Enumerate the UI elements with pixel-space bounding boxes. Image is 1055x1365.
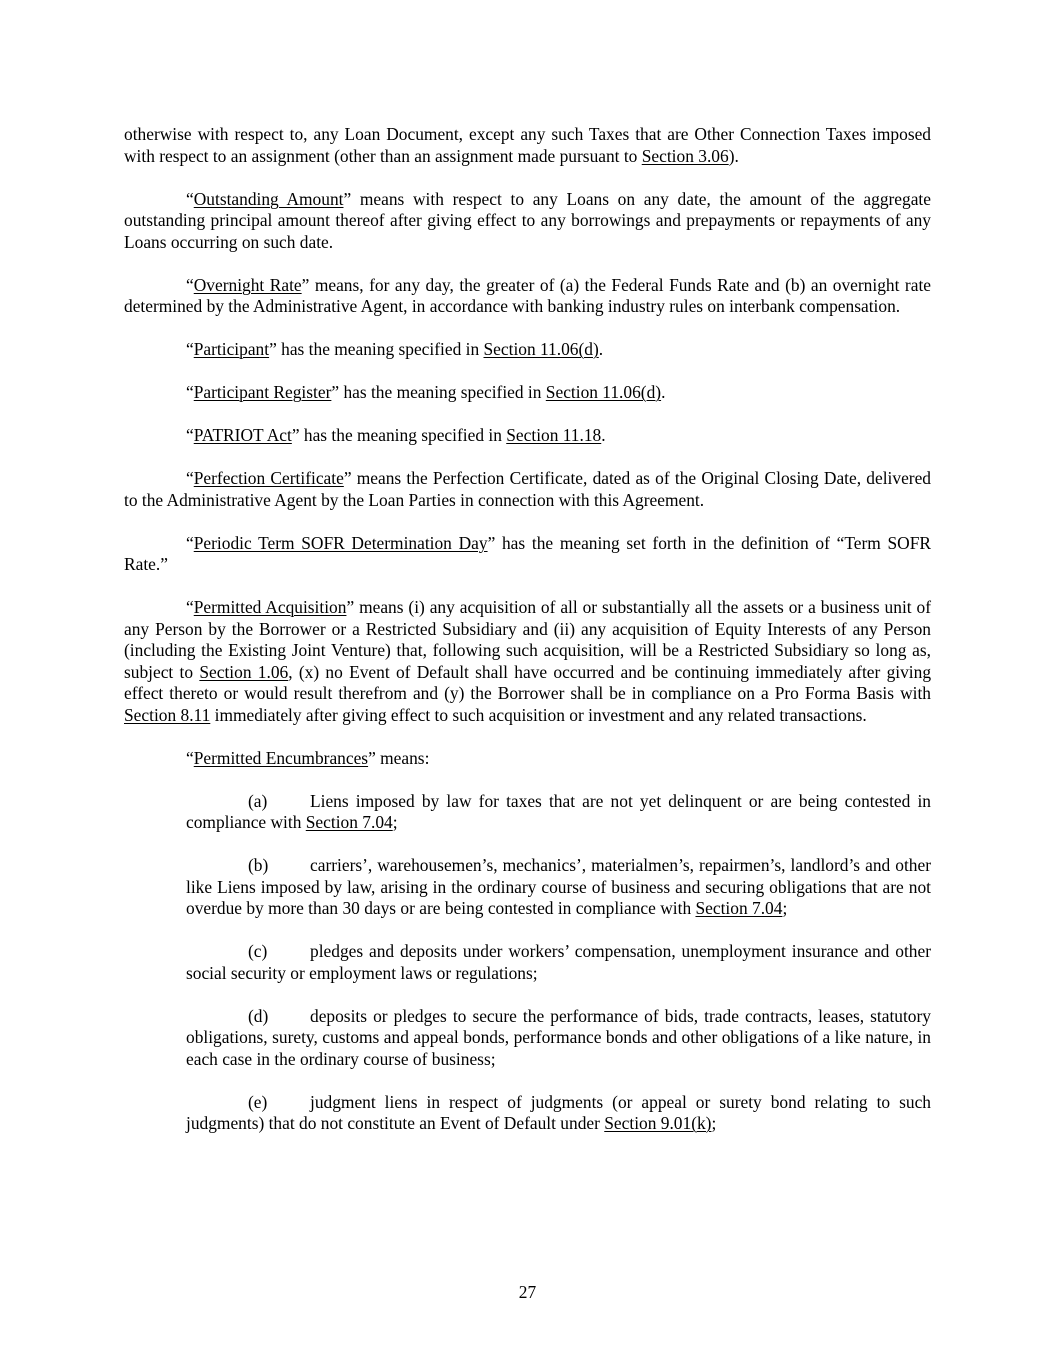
text: . xyxy=(661,382,666,402)
definition-text: ” means the Perfection Certificate, dated as of the Original Closing Date, delivered to the Administrative Agent by the Loan Parties in connection with this Agreement. xyxy=(124,468,931,510)
definition-text: ” has the meaning specified in xyxy=(331,382,546,402)
defined-term: PATRIOT Act xyxy=(193,425,292,445)
definition-text: ” means, for any day, the greater of (a) the Federal Funds Rate and (b) an overnight rate determined by the Administrative Agent, in accordance with banking industry rules on interbank compensation. xyxy=(124,274,931,316)
section-reference-link[interactable]: Section 8.11 xyxy=(124,704,211,725)
open-quote: “ xyxy=(186,382,194,402)
clause-text: pledges and deposits under workers’ compensation, unemployment insurance and other social security or employment laws or regulations; xyxy=(186,941,931,983)
definition-text: ” has the meaning specified in xyxy=(269,339,484,359)
clause-text: Liens imposed by law for taxes that are not yet delinquent or are being contested in compliance with xyxy=(186,790,931,832)
text: ). xyxy=(728,145,739,166)
definition-overnight-rate xyxy=(124,275,931,318)
definition-text: , (x) no Event of Default shall have occurred and be continuing immediately after giving effect thereto or would result therefrom and (y) the Borrower shall be in compliance on a Pro Forma Basis with xyxy=(124,661,932,703)
clause-label: (e) xyxy=(248,1091,268,1112)
text: . xyxy=(601,425,606,445)
open-quote: “ xyxy=(186,532,194,553)
open-quote: “ xyxy=(186,339,194,359)
section-reference-link[interactable]: Section 11.06(d) xyxy=(545,382,662,402)
section-reference-link[interactable]: Section 11.18 xyxy=(506,425,602,445)
definition-text: ” means (i) any acquisition of all or substantially all the assets or a business unit of any Person by the Borrower or a Restricted Subsidiary and (ii) any acquisition of Equity Interests of any Person (including the Existing Joint Venture) that, following such acquisition, will be a Restricted Subsidiary so long as, subject to xyxy=(124,597,931,682)
open-quote: “ xyxy=(186,468,194,488)
definition-perfection-certificate xyxy=(124,468,931,511)
text: ; xyxy=(711,1113,717,1133)
section-reference-link[interactable]: Section 3.06 xyxy=(641,145,729,166)
definition-text: ” has the meaning specified in xyxy=(291,425,507,445)
clause-text: carriers’, warehousemen’s, mechanics’, materialmen’s, repairmen’s, landlord’s and other like Liens imposed by law, arising in the ordinary course of business and securing obligations that are not overdue by more than 30 days or are being contested in compliance with xyxy=(186,855,931,918)
open-quote: “ xyxy=(186,425,194,445)
section-reference-link[interactable]: Section 1.06 xyxy=(199,661,289,682)
text: ; xyxy=(782,898,788,918)
definition-participant xyxy=(124,339,931,361)
clause-label: (d) xyxy=(248,1005,269,1026)
clause-label: (b) xyxy=(248,855,269,875)
text: . xyxy=(598,339,604,359)
defined-term: Permitted Acquisition xyxy=(193,597,347,617)
definition-permitted-acquisition xyxy=(124,597,931,726)
defined-term: Periodic Term SOFR Determination Day xyxy=(193,532,488,553)
definition-periodic-term-sofr-determination-day xyxy=(124,533,931,576)
defined-term: Outstanding Amount xyxy=(193,188,344,209)
definition-outstanding-amount xyxy=(124,189,931,254)
clause-text: judgment liens in respect of judgments (or appeal or surety bond relating to such judgments) that do not constitute an Event of Default under xyxy=(186,1091,931,1133)
clause-c xyxy=(186,941,931,984)
clause-d xyxy=(186,1006,931,1071)
open-quote: “ xyxy=(186,597,194,617)
defined-term: Permitted Encumbrances xyxy=(193,747,369,768)
definition-text: immediately after giving effect to such acquisition or investment and any related transactions. xyxy=(210,704,867,725)
definition-text: ” has the meaning set forth in the definition of “Term SOFR Rate.” xyxy=(124,532,931,574)
section-reference-link[interactable]: Section 7.04 xyxy=(695,898,783,918)
clause-text: deposits or pledges to secure the performance of bids, trade contracts, leases, statutory obligations, surety, customs and appeal bonds, performance bonds and other obligations of a like nature, in each case in the ordinary course of business; xyxy=(186,1005,931,1069)
definition-text: ” means with respect to any Loans on any date, the amount of the aggregate outstanding principal amount thereof after giving effect to any borrowings and prepayments or repayments of any Loans occurring on such date. xyxy=(124,188,931,252)
section-reference-link[interactable]: Section 7.04 xyxy=(305,812,393,832)
clause-e xyxy=(186,1092,931,1135)
defined-term: Overnight Rate xyxy=(193,274,302,295)
definition-participant-register xyxy=(124,382,931,404)
defined-term: Perfection Certificate xyxy=(193,468,344,488)
open-quote: “ xyxy=(186,274,194,295)
open-quote: “ xyxy=(186,188,194,209)
paragraph-continuation xyxy=(124,124,931,167)
open-quote: “ xyxy=(186,747,194,768)
text: otherwise with respect to, any Loan Document, except any such Taxes that are Other Connection Taxes imposed with respect to an assignment (other than an assignment made pursuant to xyxy=(124,124,931,166)
section-reference-link[interactable]: Section 9.01(k) xyxy=(604,1113,712,1133)
page-number: 27 xyxy=(518,1282,537,1302)
definition-permitted-encumbrances xyxy=(124,748,931,770)
defined-term: Participant xyxy=(193,339,270,359)
definition-patriot-act xyxy=(124,425,931,447)
clause-a xyxy=(186,791,931,834)
definition-text: ” means: xyxy=(368,747,430,768)
text: ; xyxy=(392,812,398,832)
document-body xyxy=(124,124,931,1156)
defined-term: Participant Register xyxy=(193,382,332,402)
clause-label: (a) xyxy=(248,790,268,811)
section-reference-link[interactable]: Section 11.06(d) xyxy=(483,339,599,359)
clause-label: (c) xyxy=(248,941,268,961)
clause-b xyxy=(186,855,931,920)
